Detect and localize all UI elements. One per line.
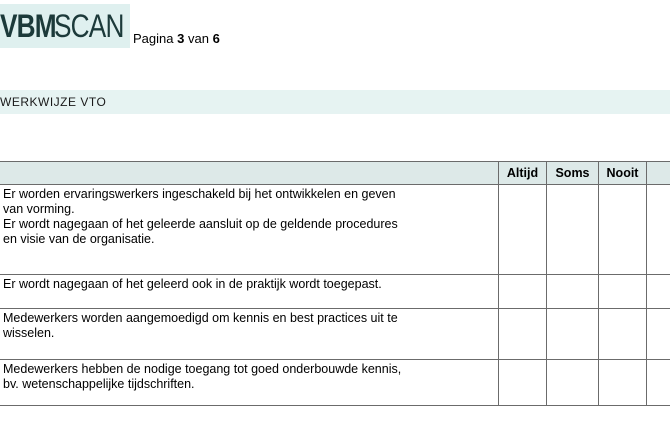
answer-cell-nooit[interactable] [599,185,647,275]
header-cell-soms: Soms [547,162,599,185]
question-cell [0,309,499,360]
section-title-band [0,90,670,114]
question-line: Er wordt nagegaan of het geleerd ook in de praktijk wordt toegepast. [3,277,382,291]
answer-cell-nooit[interactable] [599,309,647,360]
page-of: van [187,31,209,46]
page-header [0,2,220,48]
question-cell [0,275,499,309]
header-cell-extra [647,162,670,185]
header-cell-altijd: Altijd [499,162,547,185]
answer-cell-extra[interactable] [647,360,670,406]
table-header-row [0,162,670,185]
question-cell [0,185,499,275]
question-line: en visie van de organisatie. [3,232,155,246]
header-cell-question [0,162,499,185]
vbmscan-logo [0,4,130,48]
section-title: WERKWIJZE VTO [0,95,107,109]
table-row [0,360,670,406]
answer-cell-altijd[interactable] [499,360,547,406]
answer-cell-extra[interactable] [647,185,670,275]
answer-cell-soms[interactable] [547,185,599,275]
answer-cell-altijd[interactable] [499,185,547,275]
question-line: Medewerkers worden aangemoedigd om kennis en best practices uit te [3,311,398,325]
answer-cell-altijd[interactable] [499,309,547,360]
answer-cell-altijd[interactable] [499,275,547,309]
table-row [0,309,670,360]
page-label: Pagina [133,31,174,46]
question-line: Er wordt nagegaan of het geleerde aansluit op de geldende procedures [3,217,398,231]
answer-cell-soms[interactable] [547,309,599,360]
checklist-table [0,161,670,406]
answer-cell-nooit[interactable] [599,275,647,309]
question-line: van vorming. [3,202,75,216]
answer-cell-extra[interactable] [647,275,670,309]
page-current: 3 [177,31,185,46]
page-total: 6 [212,31,220,46]
answer-cell-soms[interactable] [547,275,599,309]
question-line: wisselen. [3,326,55,340]
question-line: Medewerkers hebben de nodige toegang tot goed onderbouwde kennis, [3,362,402,376]
question-line: bv. wetenschappelijke tijdschriften. [3,377,195,391]
answer-cell-extra[interactable] [647,309,670,360]
table-row [0,185,670,275]
page-indicator [133,31,220,46]
answer-cell-soms[interactable] [547,360,599,406]
question-cell [0,360,499,406]
table-row [0,275,670,309]
question-line: Er worden ervaringswerkers ingeschakeld bij het ontwikkelen en geven [3,187,396,201]
header-cell-nooit: Nooit [599,162,647,185]
answer-cell-nooit[interactable] [599,360,647,406]
logo-bold-text: VBM [0,7,56,44]
logo-light-text: SCAN [54,7,124,44]
